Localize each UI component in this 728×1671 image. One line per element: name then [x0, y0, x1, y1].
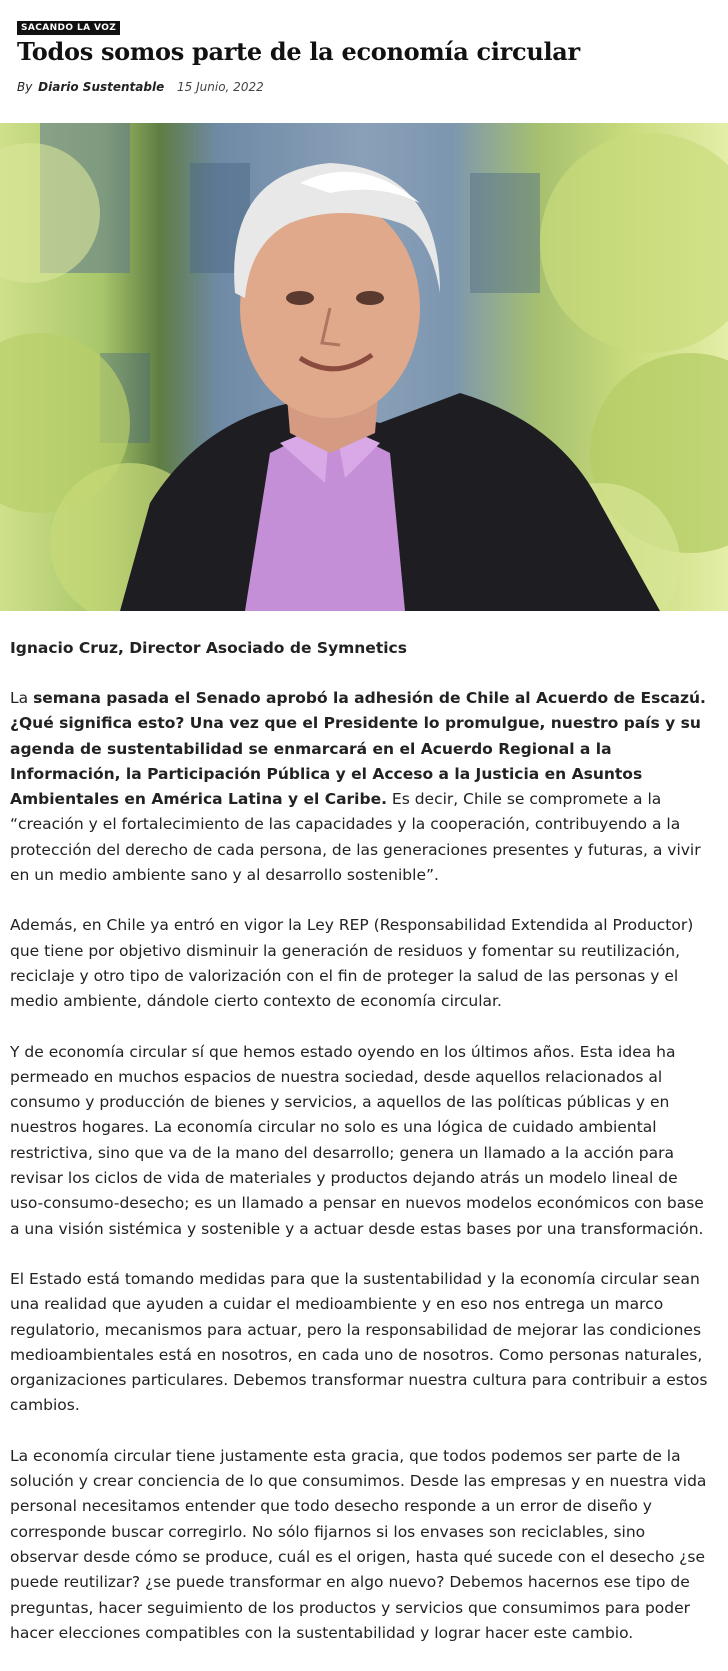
by-label: By: [17, 80, 33, 94]
portrait-photo-illustration: [0, 123, 728, 611]
paragraph-1: [10, 686, 710, 888]
article-meta: [17, 80, 712, 94]
paragraph-5: La economía circular tiene justamente esta gracia, que todos podemos ser parte de la solución y crear conciencia de lo que consumimos. Desde las empresas y en nuestra vida personal necesitamos entender que todo desecho responde a un error de diseño y corresponde buscar corregirlo. No sólo fijarnos si los envases son reciclables, sino observar desde cómo se produce, cuál es el origen, hasta qué sucede con el desecho ¿se puede reutilizar? ¿se puede transformar en algo nuevo? Debemos hacernos ese tipo de preguntas, hacer seguimiento de los productos y servicios que consumimos para poder hacer elecciones compatibles con la sustentabilidad y lograr hacer este cambio.: [10, 1446, 707, 1642]
portrait-photo: [0, 123, 728, 611]
publish-date: 15 Junio, 2022: [177, 80, 264, 94]
p1-bold: semana pasada el Senado aprobó la adhesión de Chile al Acuerdo de Escazú. ¿Qué significa esto? Una vez que el Presidente lo promulgue, nuestro país y su agenda de sustentabilidad se enmarcará en el Acuerdo Regional a la Información, la Participación Pública y el Acceso a la Justicia en Asuntos Ambientales en América Latina y el Caribe.: [10, 689, 706, 809]
article-header: [0, 0, 728, 108]
p1-rest: Es decir, Chile se compromete a la “creación y el fortalecimiento de las capacidades y la cooperación, contribuyendo a la protección del derecho de cada persona, de las generaciones presentes y futuras, a vivir en un medio ambiente sano y al desarrollo sostenible”.: [10, 790, 701, 885]
author-link[interactable]: Diario Sustentable: [38, 80, 165, 94]
article-body: [10, 636, 710, 1671]
category-badge[interactable]: SACANDO LA VOZ: [17, 21, 120, 35]
article-title: Todos somos parte de la economía circular: [17, 37, 580, 66]
photo-caption: Ignacio Cruz, Director Asociado de Symnetics: [10, 639, 407, 657]
p1-lead: La: [10, 689, 34, 707]
paragraph-3: Y de economía circular sí que hemos estado oyendo en los últimos años. Esta idea ha permeado en muchos espacios de nuestra sociedad, desde aquellos relacionados al consumo y producción de bienes y servicios, a aquellos de las políticas públicas y en nuestros hogares. La economía circular no solo es una lógica de cuidado ambiental restrictiva, sino que va de la mano del desarrollo; genera un llamado a la acción para revisar los ciclos de vida de materiales y productos dejando atrás un modelo lineal de uso-consumo-desecho; es un llamado a pensar en nuevos modelos económicos con base a una visión sistémica y sostenible y a actuar desde estas bases por una transformación.: [10, 1042, 704, 1238]
paragraph-2: Además, en Chile ya entró en vigor la Ley REP (Responsabilidad Extendida al Productor) que tiene por objetivo disminuir la generación de residuos y fomentar su reutilización, reciclaje y otro tipo de valorización con el fin de proteger la salud de las personas y el medio ambiente, dándole cierto contexto de economía circular.: [10, 916, 694, 1011]
paragraph-4: El Estado está tomando medidas para que la sustentabilidad y la economía circular sean una realidad que ayuden a cuidar el medioambiente y en eso nos entrega un marco regulatorio, mecanismos para actuar, pero la responsabilidad de mejorar las condiciones medioambientales está en nosotros, en cada uno de nosotros. Como personas naturales, organizaciones particulares. Debemos transformar nuestra cultura para contribuir a estos cambios.: [10, 1269, 708, 1415]
